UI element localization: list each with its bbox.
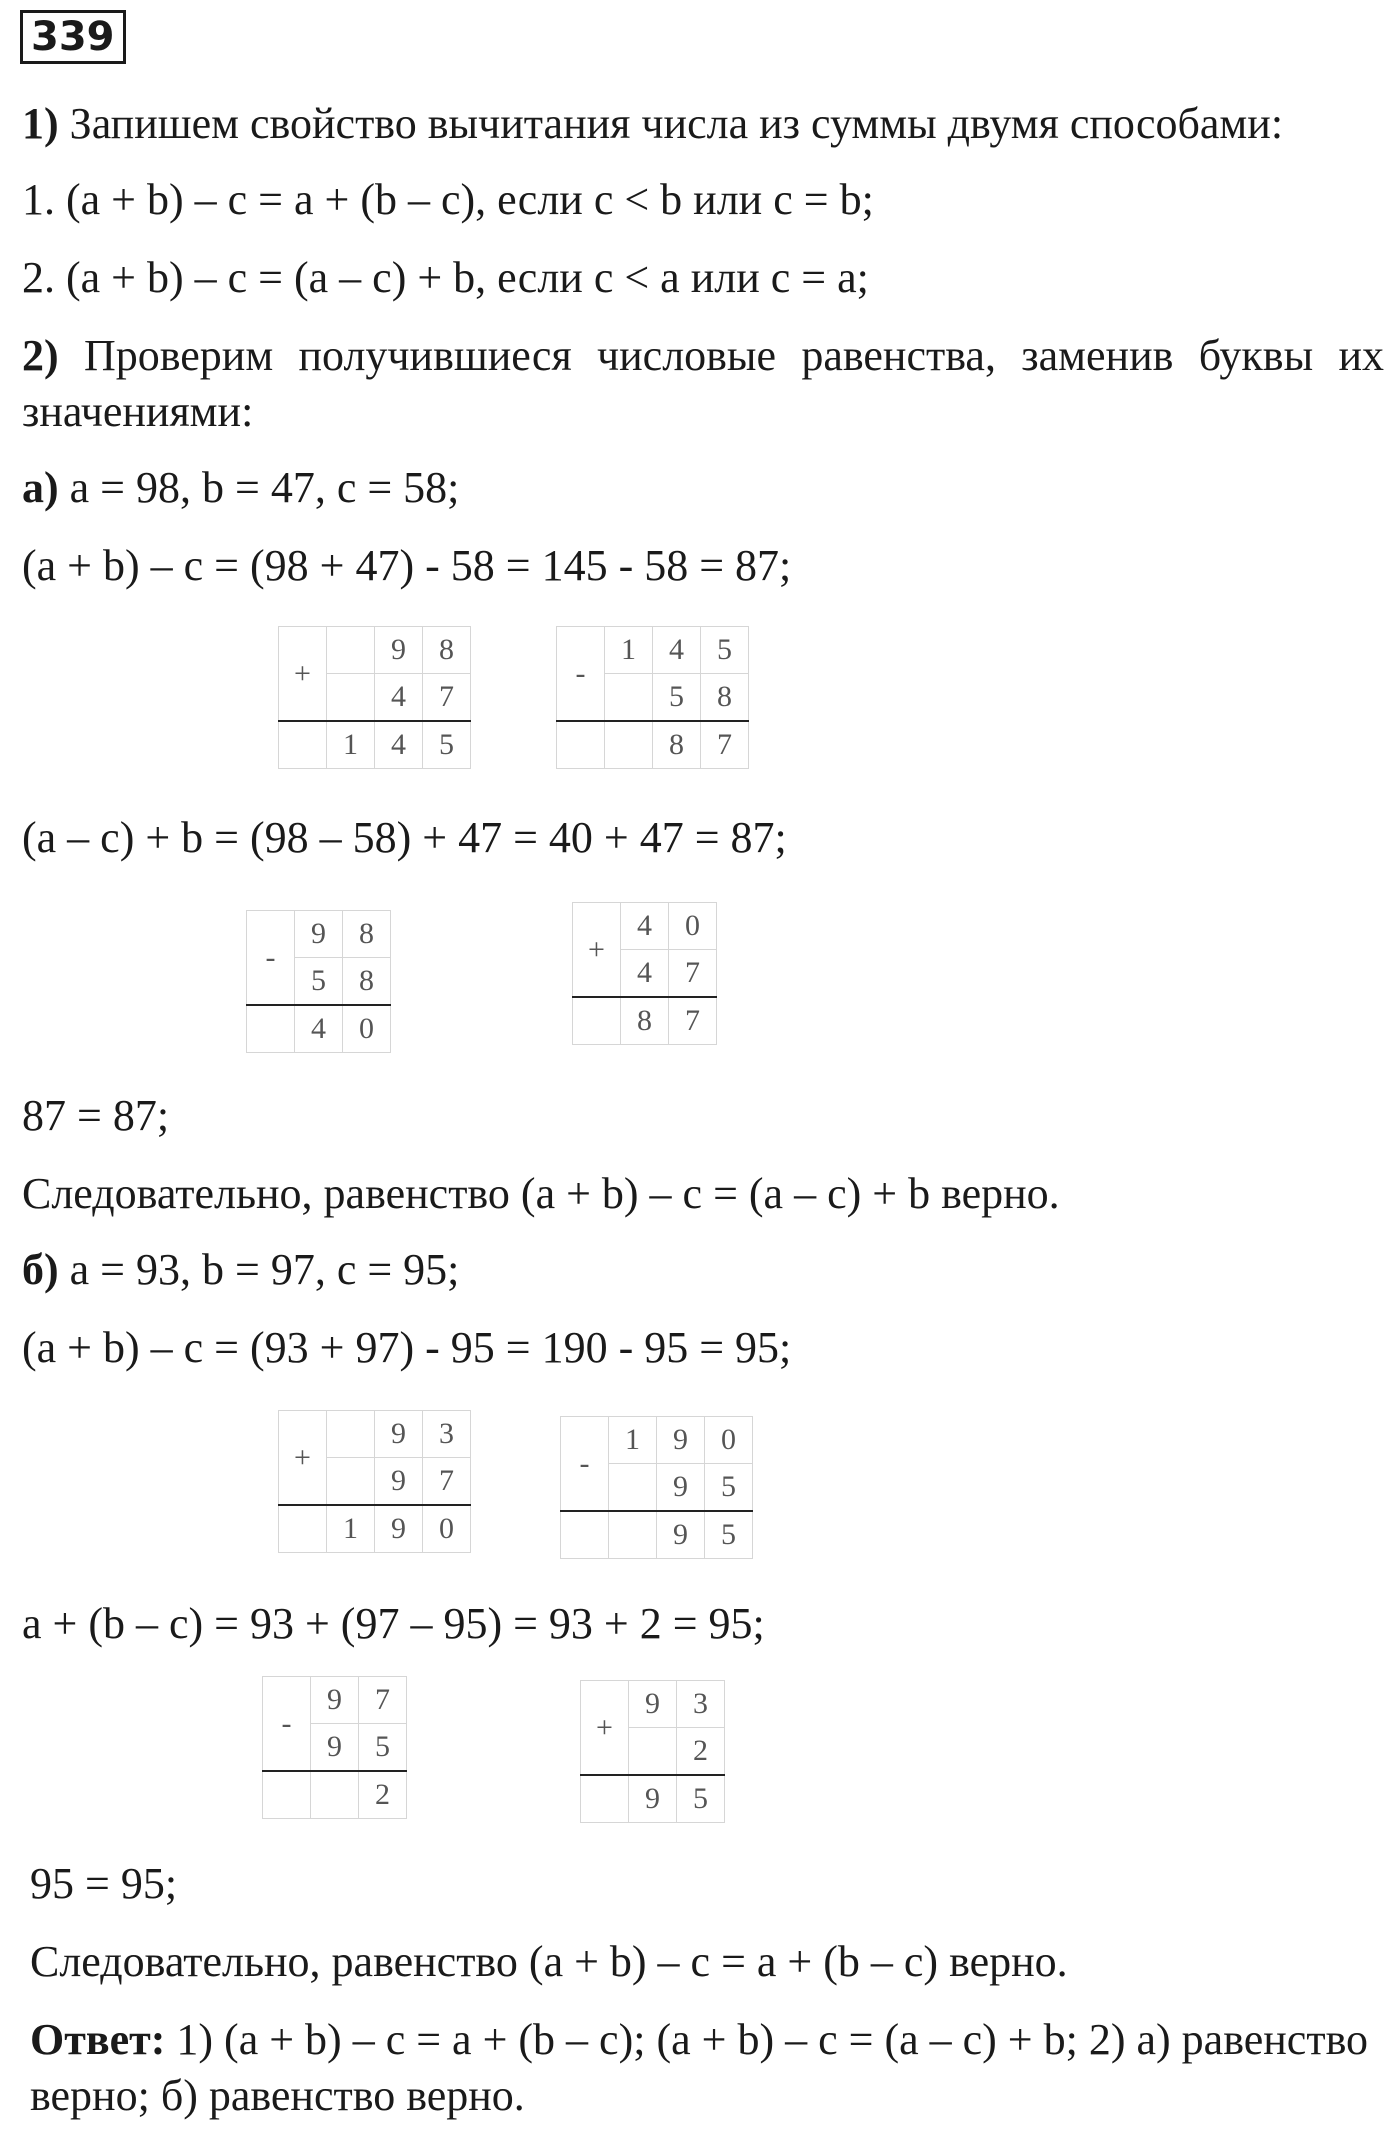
part2-intro-cont: значениями: [22, 387, 254, 436]
empty-cell [561, 1511, 609, 1559]
column-operand-row [581, 1681, 725, 1728]
digit-cell: 7 [669, 950, 717, 998]
case-b-label: б) [22, 1245, 59, 1294]
column-result-row [279, 721, 471, 769]
digit-cell: 5 [653, 674, 701, 722]
column-add-98-47 [278, 626, 471, 769]
digit-cell: 7 [669, 997, 717, 1045]
digit-cell: 2 [677, 1728, 725, 1776]
digit-cell: 0 [669, 903, 717, 950]
case-b-equality: 95 = 95; [30, 1859, 178, 1908]
digit-cell: 9 [375, 1411, 423, 1458]
digit-cell: 4 [653, 627, 701, 674]
empty-cell [573, 997, 621, 1045]
case-b-expr1: (a + b) – c = (93 + 97) - 95 = 190 - 95 = 95; [22, 1323, 792, 1372]
answer-cont: верно; б) равенство верно. [30, 2071, 525, 2120]
rule-2: 2. (a + b) – c = (a – c) + b, если c < a или c = a; [22, 253, 869, 302]
answer-text: 1) (a + b) – c = a + (b – c); (a + b) – c = (a – c) + b; 2) а) равенство [165, 2015, 1369, 2064]
digit-cell: 5 [295, 958, 343, 1006]
digit-cell: 7 [359, 1677, 407, 1724]
case-a-values-text: a = 98, b = 47, c = 58; [58, 463, 460, 512]
digit-cell [327, 627, 375, 674]
digit-cell: 4 [375, 674, 423, 722]
digit-cell [311, 1771, 359, 1819]
digit-cell: 9 [375, 1458, 423, 1506]
rule-1: 1. (a + b) – c = a + (b – c), если c < b или c = b; [22, 175, 874, 224]
part1-label: 1) [22, 99, 59, 148]
operator-sign: + [279, 1411, 327, 1506]
answer-label: Ответ: [30, 2015, 166, 2064]
digit-cell: 9 [311, 1677, 359, 1724]
operator-sign: + [279, 627, 327, 722]
digit-cell: 8 [423, 627, 471, 674]
empty-cell [581, 1775, 629, 1823]
digit-cell [609, 1511, 657, 1559]
part2-label: 2) [22, 331, 59, 380]
column-result-row [573, 997, 717, 1045]
digit-cell: 1 [327, 721, 375, 769]
digit-cell: 8 [343, 911, 391, 958]
column-operand-row [279, 627, 471, 674]
empty-cell [279, 1505, 327, 1553]
column-sub-190-95 [560, 1416, 753, 1559]
digit-cell: 9 [657, 1417, 705, 1464]
column-add-93-2 [580, 1680, 725, 1823]
case-a-conclusion: Следовательно, равенство (a + b) – c = (a – c) + b верно. [22, 1169, 1060, 1218]
digit-cell [609, 1464, 657, 1512]
operator-sign: - [263, 1677, 311, 1772]
column-operand-row [561, 1417, 753, 1464]
empty-cell [247, 1005, 295, 1053]
empty-cell [557, 721, 605, 769]
column-result-row [557, 721, 749, 769]
digit-cell: 1 [605, 627, 653, 674]
task-number: 339 [20, 10, 126, 64]
case-b-values-text: a = 93, b = 97, c = 95; [58, 1245, 460, 1294]
answer [30, 2014, 1384, 2066]
digit-cell: 9 [629, 1775, 677, 1823]
digit-cell: 3 [423, 1411, 471, 1458]
digit-cell: 0 [343, 1005, 391, 1053]
column-add-93-97 [278, 1410, 471, 1553]
column-sub-97-95 [262, 1676, 407, 1819]
digit-cell: 7 [423, 674, 471, 722]
case-b-conclusion: Следовательно, равенство (a + b) – c = a + (b – c) верно. [30, 1937, 1068, 1986]
digit-cell: 3 [677, 1681, 725, 1728]
column-operand-row [247, 911, 391, 958]
digit-cell: 7 [701, 721, 749, 769]
digit-cell [605, 674, 653, 722]
digit-cell: 4 [621, 950, 669, 998]
operator-sign: - [557, 627, 605, 722]
digit-cell: 1 [609, 1417, 657, 1464]
part1-text: Запишем свойство вычитания числа из суммы двумя способами: [58, 99, 1284, 148]
part2-intro [22, 330, 1384, 382]
digit-cell [327, 1458, 375, 1506]
case-a-equality: 87 = 87; [22, 1091, 170, 1140]
case-a-expr1: (a + b) – c = (98 + 47) - 58 = 145 - 58 = 87; [22, 541, 792, 590]
column-result-row [581, 1775, 725, 1823]
column-result-row [263, 1771, 407, 1819]
column-operand-row [279, 1411, 471, 1458]
column-add-40-47 [572, 902, 717, 1045]
empty-cell [279, 721, 327, 769]
column-operand-row [573, 903, 717, 950]
operator-sign: - [561, 1417, 609, 1512]
digit-cell: 9 [295, 911, 343, 958]
digit-cell: 8 [621, 997, 669, 1045]
case-a-expr2: (a – c) + b = (98 – 58) + 47 = 40 + 47 = 87; [22, 813, 787, 862]
digit-cell: 5 [423, 721, 471, 769]
case-b-values [22, 1244, 1384, 1296]
operator-sign: + [573, 903, 621, 998]
column-result-row [247, 1005, 391, 1053]
digit-cell: 4 [375, 721, 423, 769]
operator-sign: - [247, 911, 295, 1006]
digit-cell: 9 [311, 1724, 359, 1772]
digit-cell: 5 [359, 1724, 407, 1772]
digit-cell: 5 [705, 1464, 753, 1512]
digit-cell: 5 [705, 1511, 753, 1559]
digit-cell: 0 [423, 1505, 471, 1553]
digit-cell: 2 [359, 1771, 407, 1819]
digit-cell: 4 [621, 903, 669, 950]
column-result-row [279, 1505, 471, 1553]
digit-cell: 5 [701, 627, 749, 674]
digit-cell: 9 [657, 1511, 705, 1559]
digit-cell: 8 [653, 721, 701, 769]
column-operand-row [557, 627, 749, 674]
digit-cell: 9 [375, 1505, 423, 1553]
digit-cell: 8 [701, 674, 749, 722]
case-b-expr2: a + (b – c) = 93 + (97 – 95) = 93 + 2 = 95; [22, 1599, 765, 1648]
empty-cell [263, 1771, 311, 1819]
column-result-row [561, 1511, 753, 1559]
digit-cell: 0 [705, 1417, 753, 1464]
digit-cell [327, 1411, 375, 1458]
digit-cell [327, 674, 375, 722]
case-a-values [22, 462, 1384, 514]
digit-cell: 9 [629, 1681, 677, 1728]
digit-cell: 9 [657, 1464, 705, 1512]
digit-cell: 7 [423, 1458, 471, 1506]
operator-sign: + [581, 1681, 629, 1776]
digit-cell: 1 [327, 1505, 375, 1553]
case-a-label: а) [22, 463, 59, 512]
digit-cell: 9 [375, 627, 423, 674]
digit-cell: 4 [295, 1005, 343, 1053]
column-operand-row [263, 1677, 407, 1724]
digit-cell: 8 [343, 958, 391, 1006]
part1-intro [22, 98, 1384, 150]
part2-text: Проверим получившиеся числовые равенства, заменив буквы их [58, 331, 1384, 380]
digit-cell [605, 721, 653, 769]
column-sub-98-58 [246, 910, 391, 1053]
column-sub-145-58 [556, 626, 749, 769]
digit-cell: 5 [677, 1775, 725, 1823]
digit-cell [629, 1728, 677, 1776]
